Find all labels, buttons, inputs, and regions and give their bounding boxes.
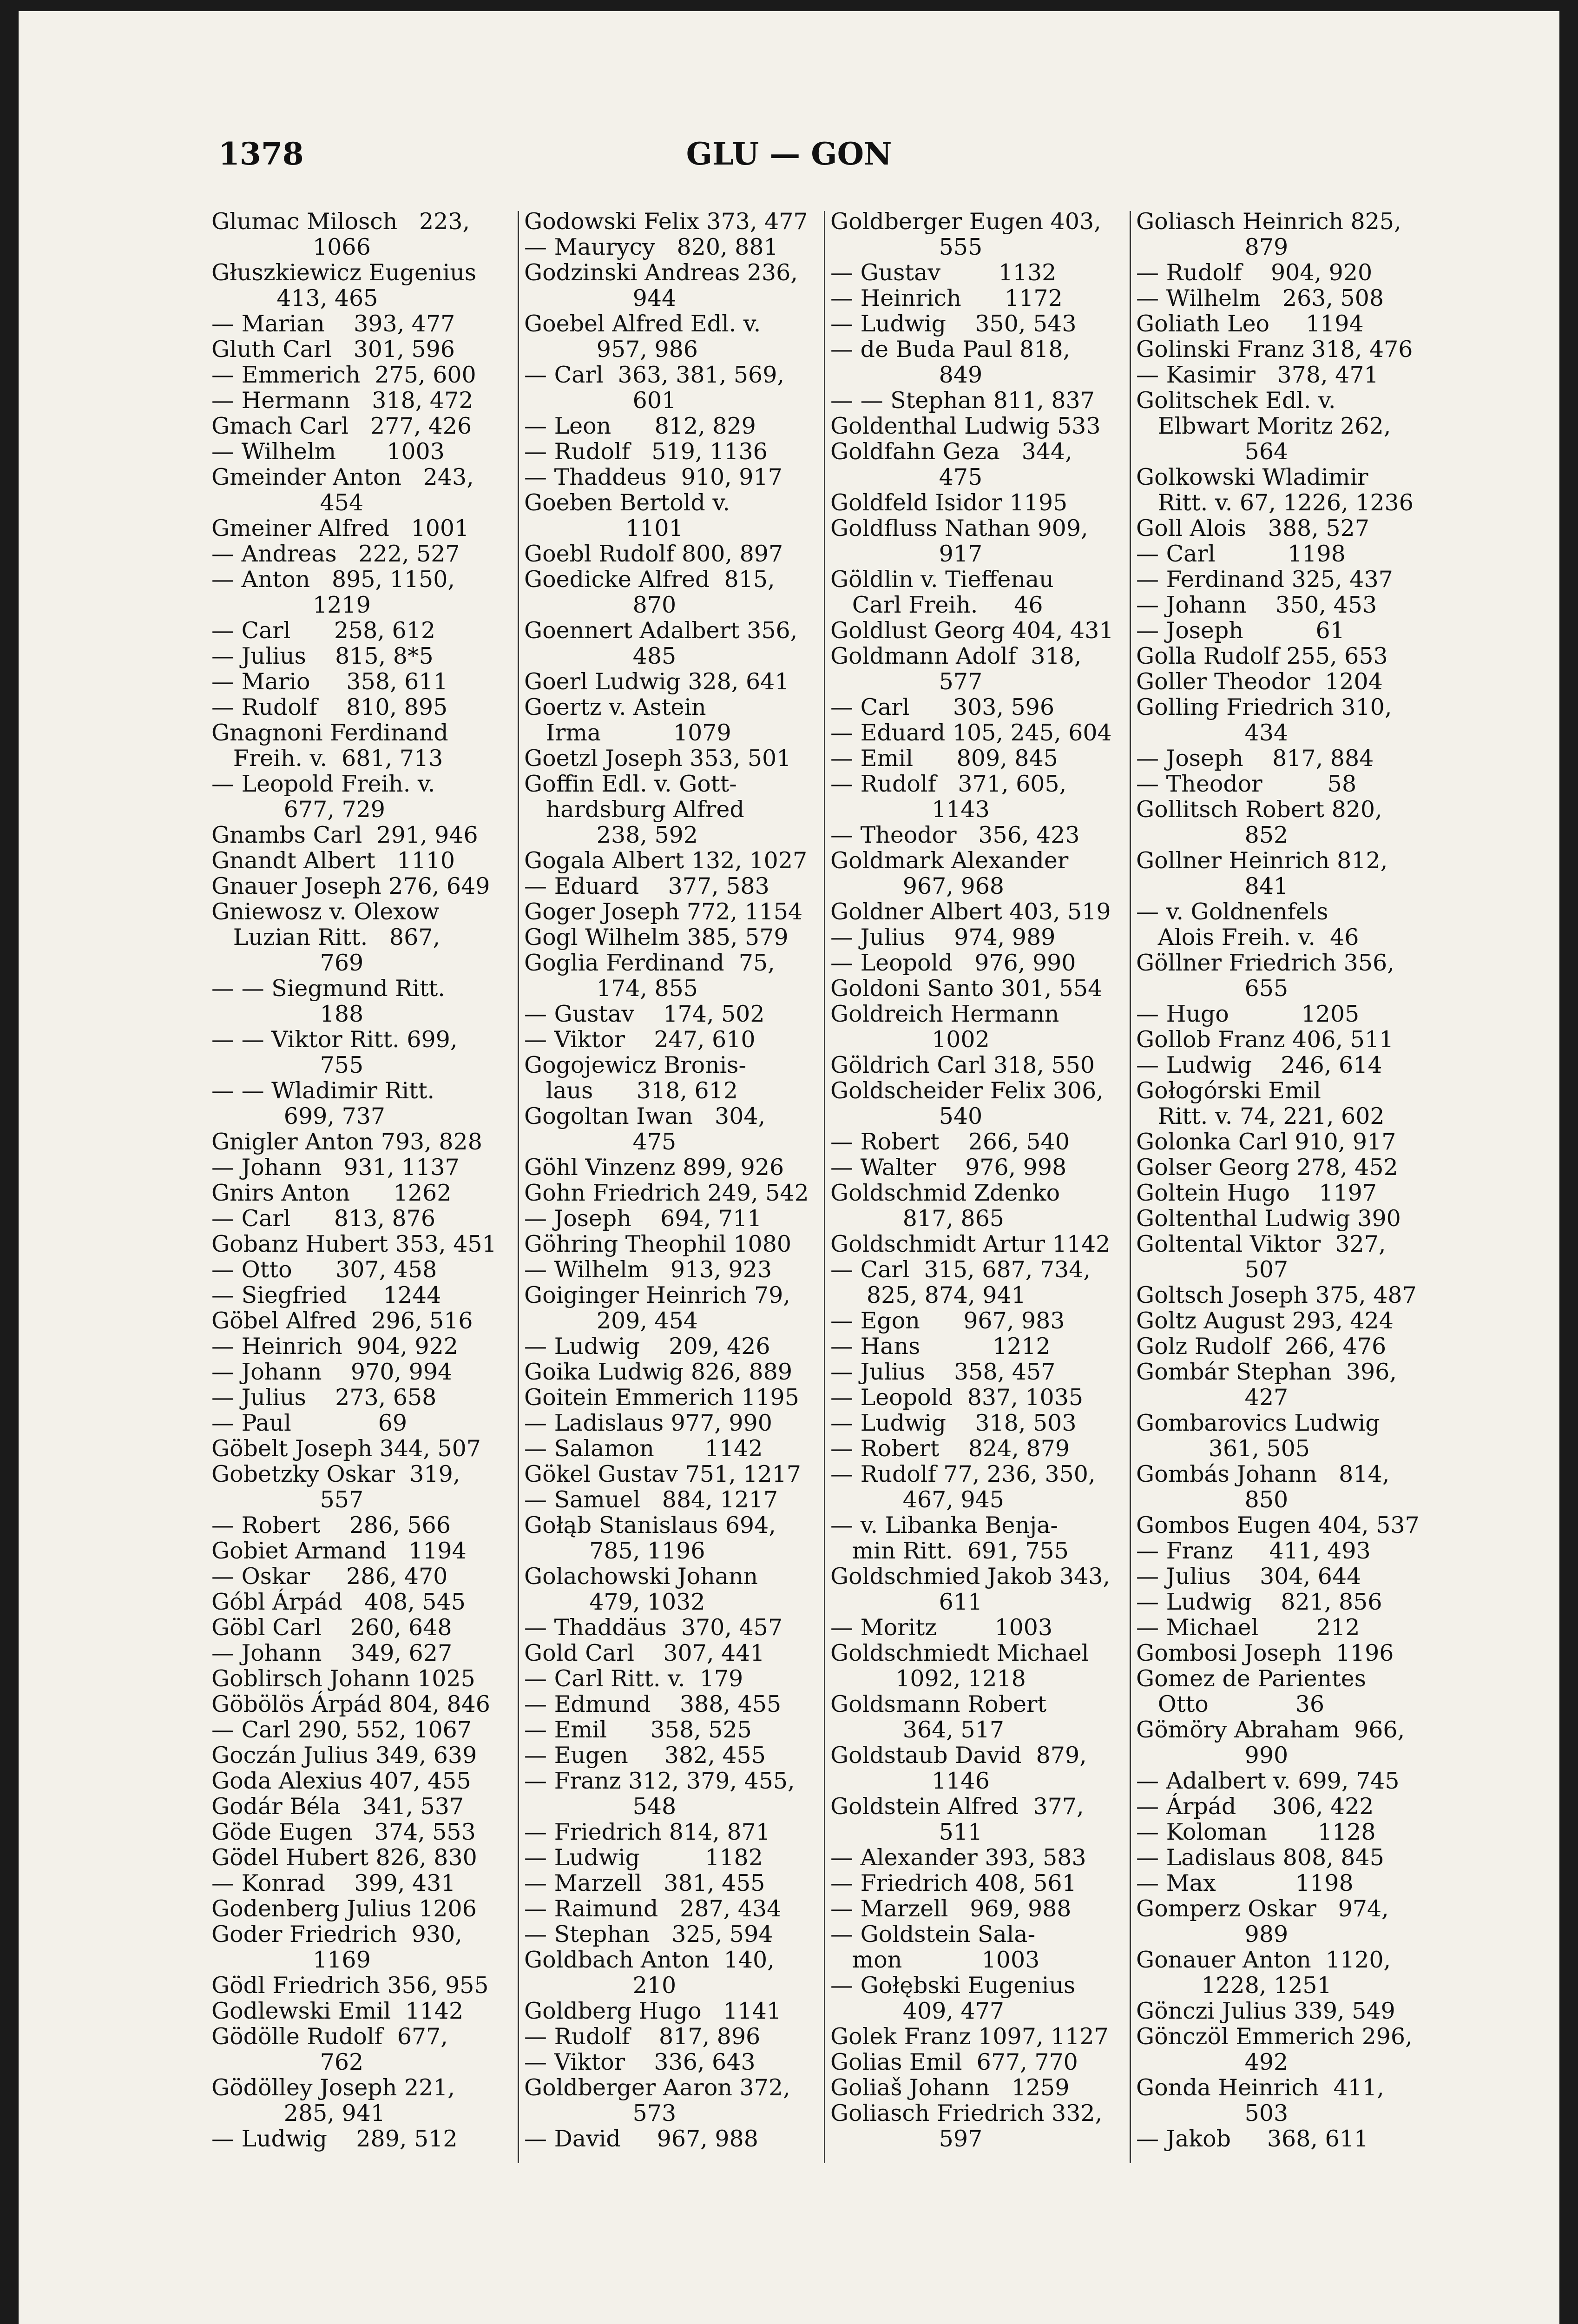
index-entry: Gombás Johann 814, 850 [1136, 1461, 1390, 1513]
index-entry: Goltenthal Ludwig 390 [1136, 1205, 1401, 1232]
index-entry: Goldschmidt Artur 1142 [830, 1231, 1111, 1257]
index-entry: — Stephan 325, 594 [524, 1921, 773, 1948]
index-entry: Golonka Carl 910, 917 [1136, 1129, 1396, 1155]
index-entry: Goldbach Anton 140, 210 [524, 1947, 775, 1999]
index-entry: — Joseph 817, 884 [1136, 745, 1374, 772]
column-divider [824, 211, 825, 2163]
index-entry: Gönczi Julius 339, 549 [1136, 1998, 1395, 2024]
index-entry: — Ludwig 318, 503 [830, 1410, 1077, 1436]
index-entry: Göbölös Árpád 804, 846 [211, 1691, 490, 1717]
index-entry: Gombosi Joseph 1196 [1136, 1640, 1394, 1666]
index-entry: Göldlin v. Tieffenau Carl Freih. 46 [830, 566, 1054, 618]
index-entry: — Samuel 884, 1217 [524, 1486, 778, 1513]
index-entry: Göbl Carl 260, 648 [211, 1614, 452, 1641]
index-entry: Gollob Franz 406, 511 [1136, 1026, 1394, 1053]
index-entry: Golachowski Johann 479, 1032 [524, 1563, 758, 1615]
index-entry: — Gustav 1132 [830, 259, 1057, 286]
index-entry: Goldfahn Geza 344, 475 [830, 438, 1072, 490]
index-entry: — Rudolf 77, 236, 350, 467, 945 [830, 1461, 1096, 1513]
index-entry: — Ludwig 289, 512 [211, 2126, 458, 2152]
index-entry: Goldberger Eugen 403, 555 [830, 208, 1101, 260]
index-entry: Gmeiner Alfred 1001 [211, 515, 469, 541]
index-entry: Gonda Heinrich 411, 503 [1136, 2074, 1384, 2126]
index-entry: Gołogórski Emil Ritt. v. 74, 221, 602 [1136, 1077, 1385, 1129]
index-entry: Gohn Friedrich 249, 542 [524, 1180, 809, 1206]
index-entry: — Jakob 368, 611 [1136, 2126, 1369, 2152]
index-column-1 [211, 209, 505, 2152]
index-entry: — Paul 69 [211, 1410, 408, 1436]
index-entry: — Max 1198 [1136, 1870, 1354, 1896]
index-entry: Goldschmiedt Michael 1092, 1218 [830, 1640, 1089, 1692]
index-entry: — — Stephan 811, 837 [830, 387, 1095, 414]
index-entry: Goczán Julius 349, 639 [211, 1742, 477, 1769]
index-entry: Göbel Alfred 296, 516 [211, 1307, 473, 1334]
index-entry: — Johann 970, 994 [211, 1359, 453, 1385]
index-entry: Gluth Carl 301, 596 [211, 336, 455, 363]
index-entry: Gnauer Joseph 276, 649 [211, 873, 490, 899]
index-entry: Gonauer Anton 1120, 1228, 1251 [1136, 1947, 1391, 1999]
index-entry: Gödölle Rudolf 677, 762 [211, 2023, 448, 2075]
page-number: 1378 [218, 136, 304, 172]
index-entry: Goldreich Hermann 1002 [830, 1001, 1059, 1053]
index-entry: Gobiet Armand 1194 [211, 1538, 467, 1564]
index-entry: Goliaš Johann 1259 [830, 2074, 1070, 2101]
index-entry: — Carl 363, 381, 569, 601 [524, 362, 784, 414]
index-entry: — Rudolf 371, 605, 1143 [830, 771, 1067, 823]
index-entry: — Emil 809, 845 [830, 745, 1058, 772]
index-entry: — Walter 976, 998 [830, 1154, 1067, 1181]
index-entry: Gnigler Anton 793, 828 [211, 1129, 482, 1155]
index-entry: Golias Emil 677, 770 [830, 2049, 1078, 2075]
index-entry: Gombos Eugen 404, 537 [1136, 1512, 1420, 1538]
index-entry: — Heinrich 904, 922 [211, 1333, 458, 1360]
index-entry: — Emmerich 275, 600 [211, 362, 476, 388]
index-entry: Golek Franz 1097, 1127 [830, 2023, 1109, 2050]
index-entry: Goliath Leo 1194 [1136, 310, 1364, 337]
index-entry: — Gustav 174, 502 [524, 1001, 765, 1027]
index-entry: Gołąb Stanislaus 694, 785, 1196 [524, 1512, 776, 1564]
index-entry: Golser Georg 278, 452 [1136, 1154, 1398, 1181]
index-entry: Gobetzky Oskar 319, 557 [211, 1461, 460, 1513]
index-entry: Gödölley Joseph 221, 285, 941 [211, 2074, 455, 2126]
index-entry: — Carl 315, 687, 734, 825, 874, 941 [830, 1256, 1091, 1308]
index-entry: — David 967, 988 [524, 2126, 758, 2152]
index-entry: — Julius 974, 989 [830, 924, 1056, 951]
index-entry: — Hugo 1205 [1136, 1001, 1360, 1027]
index-entry: Godár Béla 341, 537 [211, 1793, 464, 1820]
index-entry: Goika Ludwig 826, 889 [524, 1359, 793, 1385]
index-entry: — Alexander 393, 583 [830, 1844, 1086, 1871]
index-entry: Goldstein Alfred 377, 511 [830, 1793, 1084, 1845]
index-entry: — Heinrich 1172 [830, 285, 1063, 311]
index-entry: Goldsmann Robert 364, 517 [830, 1691, 1047, 1743]
index-entry: — Eduard 105, 245, 604 [830, 720, 1112, 746]
index-entry: Golkowski Wladimir Ritt. v. 67, 1226, 1236 [1136, 464, 1414, 516]
index-entry: Goltsch Joseph 375, 487 [1136, 1282, 1417, 1308]
index-entry: Goertz v. Astein Irma 1079 [524, 694, 731, 746]
index-entry: — Viktor 247, 610 [524, 1026, 756, 1053]
index-entry: — Theodor 356, 423 [830, 822, 1080, 848]
index-entry: — Julius 304, 644 [1136, 1563, 1361, 1590]
index-entry: — Rudolf 817, 896 [524, 2023, 761, 2050]
index-entry: — Johann 349, 627 [211, 1640, 453, 1666]
index-entry: — Egon 967, 983 [830, 1307, 1065, 1334]
index-entry: Goldstaub David 879, 1146 [830, 1742, 1087, 1794]
index-entry: — Leon 812, 829 [524, 413, 756, 439]
index-entry: Gömöry Abraham 966, 990 [1136, 1717, 1405, 1769]
index-entry: Golla Rudolf 255, 653 [1136, 643, 1388, 669]
index-entry: Gollner Heinrich 812, 841 [1136, 847, 1388, 899]
index-entry: Goblirsch Johann 1025 [211, 1665, 475, 1692]
index-entry: Gomez de Parientes Otto 36 [1136, 1665, 1366, 1717]
index-entry: — Marzell 381, 455 [524, 1870, 765, 1896]
index-entry: Goeben Bertold v. 1101 [524, 489, 730, 541]
index-entry: Goger Joseph 772, 1154 [524, 898, 803, 925]
index-entry: — Rudolf 904, 920 [1136, 259, 1373, 286]
index-entry: Gnandt Albert 1110 [211, 847, 455, 874]
index-entry: — Kasimir 378, 471 [1136, 362, 1379, 388]
page [19, 11, 1559, 2324]
index-entry: — Robert 286, 566 [211, 1512, 451, 1538]
index-entry: Godzinski Andreas 236, 944 [524, 259, 798, 311]
index-entry: Goldlust Georg 404, 431 [830, 617, 1114, 644]
index-entry: — Eduard 377, 583 [524, 873, 769, 899]
index-entry: Goldberger Aaron 372, 573 [524, 2074, 790, 2126]
index-entry: — Edmund 388, 455 [524, 1691, 782, 1717]
index-entry: Goldoni Santo 301, 554 [830, 975, 1103, 1002]
index-entry: — Konrad 399, 431 [211, 1870, 456, 1896]
index-entry: — Viktor 336, 643 [524, 2049, 756, 2075]
index-entry: Gombarovics Ludwig 361, 505 [1136, 1410, 1380, 1462]
index-entry: Góbl Árpád 408, 545 [211, 1589, 466, 1615]
index-entry: Godowski Felix 373, 477 [524, 208, 808, 235]
index-entry: — Leopold Freih. v. 677, 729 [211, 771, 435, 823]
index-entry: Goldberg Hugo 1141 [524, 1998, 781, 2024]
index-entry: — Otto 307, 458 [211, 1256, 437, 1283]
index-entry: Gmach Carl 277, 426 [211, 413, 472, 439]
index-entry: — Ludwig 821, 856 [1136, 1589, 1382, 1615]
index-entry: — Árpád 306, 422 [1136, 1793, 1374, 1820]
index-entry: — Michael 212 [1136, 1614, 1360, 1641]
index-entry: — Julius 358, 457 [830, 1359, 1056, 1385]
index-entry: — Leopold 976, 990 [830, 950, 1076, 976]
index-entry: Göldrich Carl 318, 550 [830, 1052, 1095, 1078]
index-entry: Goder Friedrich 930, 1169 [211, 1921, 462, 1973]
index-entry: Göhl Vinzenz 899, 926 [524, 1154, 784, 1181]
index-entry: Gollitsch Robert 820, 852 [1136, 796, 1382, 848]
index-entry: — Ferdinand 325, 437 [1136, 566, 1393, 593]
index-entry: — Hermann 318, 472 [211, 387, 473, 414]
index-entry: Goebl Rudolf 800, 897 [524, 541, 783, 567]
index-entry: — — Wladimir Ritt. 699, 737 [211, 1077, 435, 1129]
index-column-2 [524, 209, 818, 2152]
index-entry: — Goldstein Sala- mon 1003 [830, 1921, 1040, 1973]
index-entry: — Carl 290, 552, 1067 [211, 1717, 472, 1743]
index-entry: Gnirs Anton 1262 [211, 1180, 452, 1206]
index-entry: — Julius 273, 658 [211, 1384, 437, 1411]
index-entry: — Koloman 1128 [1136, 1819, 1376, 1845]
index-entry: Gobanz Hubert 353, 451 [211, 1231, 497, 1257]
index-entry: — Mario 358, 611 [211, 668, 448, 695]
index-entry: Gomperz Oskar 974, 989 [1136, 1895, 1389, 1948]
index-entry: Gniewosz v. Olexow Luzian Ritt. 867, 769 [211, 898, 441, 976]
index-entry: Goetzl Joseph 353, 501 [524, 745, 791, 772]
index-entry: Goennert Adalbert 356, 485 [524, 617, 798, 669]
index-entry: Głuszkiewicz Eugenius 413, 465 [211, 259, 476, 311]
index-entry: — v. Libanka Benja- min Ritt. 691, 755 [830, 1512, 1069, 1564]
index-entry: — Marian 393, 477 [211, 310, 455, 337]
index-entry: Golling Friedrich 310, 434 [1136, 694, 1392, 746]
index-entry: Gödel Hubert 826, 830 [211, 1844, 477, 1871]
index-entry: — Franz 411, 493 [1136, 1538, 1371, 1564]
index-entry: — Ladislaus 977, 990 [524, 1410, 772, 1436]
index-entry: — Gołębski Eugenius 409, 477 [830, 1972, 1076, 2024]
page-header [19, 136, 1559, 178]
index-entry: Göhring Theophil 1080 [524, 1231, 792, 1257]
index-entry: Goda Alexius 407, 455 [211, 1768, 471, 1794]
index-entry: Goldfluss Nathan 909, 917 [830, 515, 1088, 567]
index-entry: Goerl Ludwig 328, 641 [524, 668, 789, 695]
index-entry: — — Siegmund Ritt. 188 [211, 975, 445, 1027]
index-entry: Goll Alois 388, 527 [1136, 515, 1369, 541]
index-entry: Goliasch Friedrich 332, 597 [830, 2100, 1103, 2152]
index-entry: Goitein Emmerich 1195 [524, 1384, 799, 1411]
index-column-3 [830, 209, 1124, 2152]
index-entry: — Wilhelm 263, 508 [1136, 285, 1384, 311]
index-entry: Goldenthal Ludwig 533 [830, 413, 1101, 439]
index-entry: Goldschmid Zdenko 817, 865 [830, 1180, 1060, 1232]
index-entry: Gmeinder Anton 243, 454 [211, 464, 474, 516]
index-entry: — Anton 895, 1150, 1219 [211, 566, 455, 618]
index-entry: Goedicke Alfred 815, 870 [524, 566, 775, 618]
index-entry: Gombár Stephan 396, 427 [1136, 1359, 1397, 1411]
index-entry: Goffin Edl. v. Gott- hardsburg Alfred 238, 592 [524, 771, 744, 848]
index-entry: — Rudolf 519, 1136 [524, 438, 768, 465]
index-entry: — Robert 266, 540 [830, 1129, 1070, 1155]
index-entry: Gogojewicz Bronis- laus 318, 612 [524, 1052, 747, 1104]
index-entry: Golz Rudolf 266, 476 [1136, 1333, 1387, 1360]
index-entry: — Siegfried 1244 [211, 1282, 441, 1308]
index-entry: Goglia Ferdinand 75, 174, 855 [524, 950, 775, 1002]
index-entry: — Friedrich 814, 871 [524, 1819, 770, 1845]
index-entry: — Carl 258, 612 [211, 617, 436, 644]
index-entry: — Johann 931, 1137 [211, 1154, 460, 1181]
index-entry: — Thaddäus 370, 457 [524, 1614, 783, 1641]
index-entry: — Julius 815, 8*5 [211, 643, 434, 669]
index-entry: — Leopold 837, 1035 [830, 1384, 1084, 1411]
index-entry: Golinski Franz 318, 476 [1136, 336, 1413, 363]
index-entry: Gnagnoni Ferdinand Freih. v. 681, 713 [211, 720, 448, 772]
index-entry: — Salamon 1142 [524, 1435, 763, 1462]
index-entry: Göde Eugen 374, 553 [211, 1819, 476, 1845]
index-entry: — Friedrich 408, 561 [830, 1870, 1077, 1896]
index-entry: Gökel Gustav 751, 1217 [524, 1461, 801, 1487]
index-entry: Golitschek Edl. v. Elbwart Moritz 262, 564 [1136, 387, 1391, 465]
index-entry: — v. Goldnenfels Alois Freih. v. 46 [1136, 898, 1359, 951]
index-entry: Goliasch Heinrich 825, 879 [1136, 208, 1401, 260]
page-title: GLU — GON [686, 136, 892, 172]
index-entry: Goltz August 293, 424 [1136, 1307, 1394, 1334]
index-entry: — Thaddeus 910, 917 [524, 464, 782, 490]
index-entry: — Oskar 286, 470 [211, 1563, 448, 1590]
index-entry: — Joseph 694, 711 [524, 1205, 762, 1232]
index-entry: Goller Theodor 1204 [1136, 668, 1383, 695]
index-entry: Goldmann Adolf 318, 577 [830, 643, 1082, 695]
index-entry: Goldscheider Felix 306, 540 [830, 1077, 1104, 1129]
index-entry: — Joseph 61 [1136, 617, 1345, 644]
index-entry: — Ludwig 350, 543 [830, 310, 1077, 337]
index-entry: Göbelt Joseph 344, 507 [211, 1435, 481, 1462]
index-entry: — Ludwig 209, 426 [524, 1333, 770, 1360]
index-entry: — Moritz 1003 [830, 1614, 1053, 1641]
index-entry: — Andreas 222, 527 [211, 541, 460, 567]
index-entry: — Carl 303, 596 [830, 694, 1055, 720]
index-entry: Goldschmied Jakob 343, 611 [830, 1563, 1110, 1615]
index-entry: — Marzell 969, 988 [830, 1895, 1072, 1922]
index-entry: Godenberg Julius 1206 [211, 1895, 477, 1922]
index-entry: Godlewski Emil 1142 [211, 1998, 464, 2024]
index-entry: — de Buda Paul 818, 849 [830, 336, 1071, 388]
index-entry: — Ladislaus 808, 845 [1136, 1844, 1384, 1871]
index-entry: — Adalbert v. 699, 745 [1136, 1768, 1400, 1794]
index-entry: — Raimund 287, 434 [524, 1895, 782, 1922]
index-entry: — Rudolf 810, 895 [211, 694, 448, 720]
index-entry: — Eugen 382, 455 [524, 1742, 766, 1769]
index-entry: — Wilhelm 1003 [211, 438, 445, 465]
index-entry: Gold Carl 307, 441 [524, 1640, 765, 1666]
index-entry: Goldfeld Isidor 1195 [830, 489, 1068, 516]
column-divider [1130, 211, 1131, 2163]
index-entry: Goebel Alfred Edl. v. 957, 986 [524, 310, 761, 363]
index-entry: Gödl Friedrich 356, 955 [211, 1972, 489, 1999]
index-entry: — Robert 824, 879 [830, 1435, 1070, 1462]
index-entry: — Ludwig 246, 614 [1136, 1052, 1382, 1078]
index-entry: — Hans 1212 [830, 1333, 1051, 1360]
index-entry: — Theodor 58 [1136, 771, 1357, 797]
index-entry: Goldmark Alexander 967, 968 [830, 847, 1069, 899]
column-divider [518, 211, 519, 2163]
index-entry: Gogala Albert 132, 1027 [524, 847, 808, 874]
index-entry: Goiginger Heinrich 79, 209, 454 [524, 1282, 790, 1334]
index-entry: Gnambs Carl 291, 946 [211, 822, 478, 848]
index-entry: — Carl Ritt. v. 179 [524, 1665, 743, 1692]
index-entry: — — Viktor Ritt. 699, 755 [211, 1026, 458, 1078]
index-entry: — Ludwig 1182 [524, 1844, 763, 1871]
index-entry: Gogl Wilhelm 385, 579 [524, 924, 789, 951]
index-entry: Gogoltan Iwan 304, 475 [524, 1103, 766, 1155]
index-entry: — Maurycy 820, 881 [524, 234, 778, 260]
index-entry: — Emil 358, 525 [524, 1717, 752, 1743]
index-column-4 [1136, 209, 1430, 2152]
index-entry: Goltental Viktor 327, 507 [1136, 1231, 1386, 1283]
index-entry: — Johann 350, 453 [1136, 592, 1377, 618]
index-entry: — Franz 312, 379, 455, 548 [524, 1768, 795, 1820]
index-entry: Göllner Friedrich 356, 655 [1136, 950, 1394, 1002]
index-entry: Gönczöl Emmerich 296, 492 [1136, 2023, 1413, 2075]
index-entry: — Wilhelm 913, 923 [524, 1256, 772, 1283]
index-entry: Goltein Hugo 1197 [1136, 1180, 1377, 1206]
index-entry: Glumac Milosch 223, 1066 [211, 208, 470, 260]
index-entry: — Carl 813, 876 [211, 1205, 436, 1232]
index-entry: — Carl 1198 [1136, 541, 1346, 567]
index-entry: Goldner Albert 403, 519 [830, 898, 1111, 925]
